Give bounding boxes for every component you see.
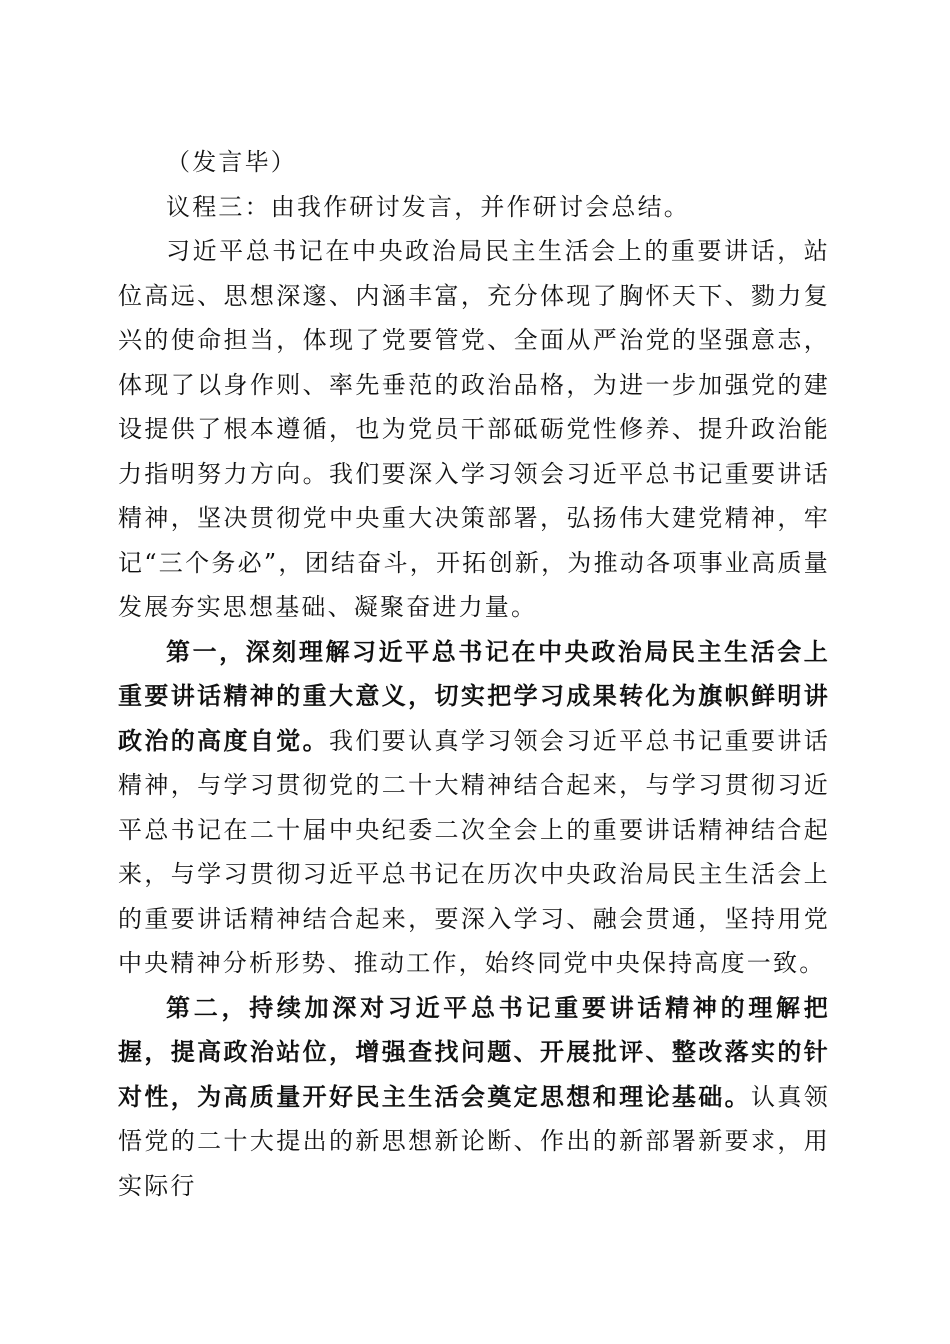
- agenda-item-text: 议程三：由我作研讨发言，并作研讨会总结。: [166, 192, 690, 221]
- point-two-paragraph: [118, 986, 830, 1209]
- intro-paragraph: [118, 229, 830, 630]
- intro-paragraph-text: 习近平总书记在中央政治局民主生活会上的重要讲话，站位高远、思想深邃、内涵丰富，充分体现了胸怀天下、勠力复兴的使命担当，体现了党要管党、全面从严治党的坚强意志，体现了以身作则、率先垂范的政治品格，为进一步加强党的建设提供了根本遵循，也为党员干部砥砺党性修养、提升政治能力指明努力方向。我们要深入学习领会习近平总书记重要讲话精神，坚决贯彻党中央重大决策部署，弘扬伟大建党精神，牢记“三个务必”，团结奋斗，开拓创新，为推动各项事业高质量发展夯实思想基础、凝聚奋进力量。: [118, 237, 830, 621]
- point-two-body: 认真领悟党的二十大提出的新思想新论断、作出的新部署新要求，用实际行: [118, 1082, 830, 1200]
- point-two-heading: 第二，持续加深对习近平总书记重要讲话精神的理解把握，提高政治站位，增强查找问题、开展批评、整改落实的针对性，为高质量开好民主生活会奠定思想和理论基础。: [118, 992, 830, 1111]
- closing-note: [118, 140, 830, 185]
- agenda-item: [118, 185, 830, 230]
- closing-note-text: （发言毕）: [166, 148, 297, 176]
- point-one-body: 我们要认真学习领会习近平总书记重要讲话精神，与学习贯彻党的二十大精神结合起来，与学习贯彻习近平总书记在二十届中央纪委二次全会上的重要讲话精神结合起来，与学习贯彻习近平总书记在历次中央政治局民主生活会上的重要讲话精神结合起来，要深入学习、融会贯通，坚持用党中央精神分析形势、推动工作，始终同党中央保持高度一致。: [118, 726, 830, 977]
- point-one-heading: 第一，深刻理解习近平总书记在中央政治局民主生活会上重要讲话精神的重大意义，切实把学习成果转化为旗帜鲜明讲政治的高度自觉。: [118, 636, 830, 755]
- point-one-paragraph: [118, 630, 830, 986]
- document-body: [118, 140, 830, 1208]
